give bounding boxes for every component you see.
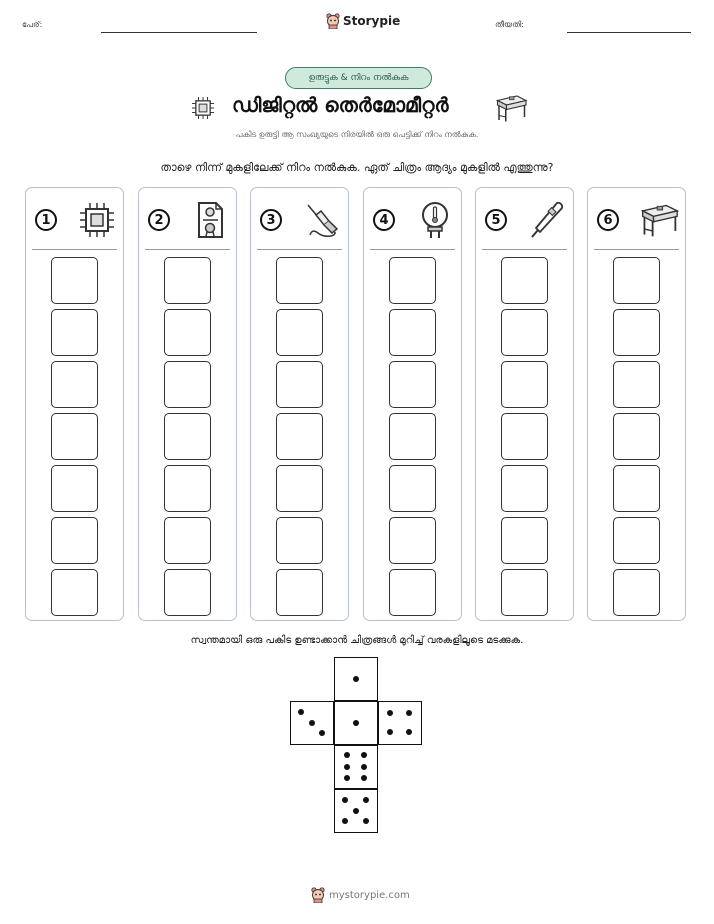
coloring-box[interactable]	[164, 413, 211, 460]
column-number: 1	[35, 209, 57, 231]
coloring-box[interactable]	[613, 257, 660, 304]
coloring-box[interactable]	[613, 517, 660, 564]
coloring-box[interactable]	[613, 465, 660, 512]
coloring-box[interactable]	[51, 257, 98, 304]
die-pip	[387, 710, 393, 716]
brand-name: Storypie	[343, 14, 401, 28]
column-number: 2	[148, 209, 170, 231]
subtitle: പകിട ഉരുട്ടി ആ സംഖ്യയുടെ നിരയിൽ ഒരു പെട്ടിക്ക് നിറം നൽകുക.	[235, 130, 479, 139]
activity-badge: ഉരുട്ടുക & നിറം നൽകുക	[285, 67, 432, 89]
die-instruction: സ്വന്തമായി ഒരു പകിട ഉണ്ടാക്കാൻ ചിത്രങ്ങൾ മുറിച്ച് വരകളിലൂടെ മടക്കുക.	[190, 635, 524, 646]
coloring-box[interactable]	[389, 465, 436, 512]
name-label: പേര്:	[22, 20, 43, 29]
column-number: 6	[597, 209, 619, 231]
coloring-box[interactable]	[501, 309, 548, 356]
die-pip	[353, 676, 359, 682]
storypie-mascot-icon	[326, 13, 340, 29]
coloring-box[interactable]	[164, 465, 211, 512]
die-pip	[298, 709, 304, 715]
footer-url: mystorypie.com	[329, 889, 410, 901]
die-face	[334, 745, 378, 789]
coloring-box[interactable]	[501, 257, 548, 304]
coloring-box[interactable]	[389, 309, 436, 356]
die-pip	[342, 797, 348, 803]
coloring-box[interactable]	[276, 569, 323, 616]
coloring-box[interactable]	[613, 569, 660, 616]
coloring-box[interactable]	[501, 517, 548, 564]
storypie-mascot-icon	[311, 887, 325, 903]
instruction: താഴെ നിന്ന് മുകളിലേക്ക് നിറം നൽകുക. ഏത് ചിത്രം ആദ്യം മുകളിൽ എത്തുന്നു?	[160, 161, 554, 174]
die-pip	[344, 764, 350, 770]
coloring-box[interactable]	[51, 309, 98, 356]
temperature-sensor-icon	[415, 200, 455, 240]
column-4	[363, 187, 462, 621]
workbench-icon	[494, 93, 528, 123]
die-pip	[361, 764, 367, 770]
column-divider	[370, 249, 455, 250]
coloring-box[interactable]	[276, 309, 323, 356]
die-pip	[344, 752, 350, 758]
die-face	[334, 701, 378, 745]
coloring-box[interactable]	[164, 569, 211, 616]
die-pip	[363, 797, 369, 803]
coloring-box[interactable]	[389, 361, 436, 408]
column-divider	[482, 249, 567, 250]
soldering-iron-icon	[302, 200, 342, 240]
coloring-box[interactable]	[613, 413, 660, 460]
die-pip	[353, 808, 359, 814]
die-face	[378, 701, 422, 745]
coloring-box[interactable]	[51, 517, 98, 564]
coloring-box[interactable]	[164, 517, 211, 564]
column-divider	[145, 249, 230, 250]
column-divider	[594, 249, 679, 250]
die-pip	[363, 818, 369, 824]
die-pip	[387, 729, 393, 735]
footer	[311, 887, 410, 903]
die-pip	[406, 710, 412, 716]
column-5	[475, 187, 574, 621]
coloring-box[interactable]	[389, 569, 436, 616]
coloring-box[interactable]	[51, 569, 98, 616]
coloring-box[interactable]	[613, 361, 660, 408]
column-number: 5	[485, 209, 507, 231]
coloring-box[interactable]	[501, 361, 548, 408]
coloring-box[interactable]	[389, 517, 436, 564]
column-divider	[257, 249, 342, 250]
coloring-box[interactable]	[276, 517, 323, 564]
column-1	[25, 187, 124, 621]
coloring-box[interactable]	[389, 257, 436, 304]
die-pip	[406, 729, 412, 735]
die-face	[334, 657, 378, 701]
microchip-icon	[77, 200, 117, 240]
coloring-box[interactable]	[276, 361, 323, 408]
coloring-box[interactable]	[164, 361, 211, 408]
column-divider	[32, 249, 117, 250]
coloring-box[interactable]	[276, 413, 323, 460]
page-title: ഡിജിറ്റൽ തെർമോമീറ്റർ	[232, 93, 449, 117]
digital-thermometer-icon	[527, 200, 567, 240]
name-line[interactable]	[101, 32, 257, 33]
workbench-icon	[639, 200, 679, 240]
coloring-box[interactable]	[276, 257, 323, 304]
brand-logo	[326, 13, 400, 29]
column-3	[250, 187, 349, 621]
column-2	[138, 187, 237, 621]
certificate-icon	[190, 200, 230, 240]
coloring-box[interactable]	[51, 465, 98, 512]
die-pip	[361, 752, 367, 758]
die-pip	[309, 720, 315, 726]
die-pip	[319, 730, 325, 736]
column-number: 3	[260, 209, 282, 231]
coloring-box[interactable]	[501, 413, 548, 460]
coloring-box[interactable]	[51, 413, 98, 460]
column-6	[587, 187, 686, 621]
die-pip	[353, 720, 359, 726]
date-label: തീയതി:	[495, 20, 524, 29]
coloring-box[interactable]	[389, 413, 436, 460]
die-pip	[344, 775, 350, 781]
coloring-box[interactable]	[501, 569, 548, 616]
coloring-box[interactable]	[613, 309, 660, 356]
microchip-icon	[190, 95, 216, 121]
die-face	[334, 789, 378, 833]
die-pip	[361, 775, 367, 781]
die-face	[290, 701, 334, 745]
die-pip	[342, 818, 348, 824]
coloring-box[interactable]	[276, 465, 323, 512]
coloring-box[interactable]	[164, 257, 211, 304]
coloring-box[interactable]	[51, 361, 98, 408]
column-number: 4	[373, 209, 395, 231]
coloring-box[interactable]	[164, 309, 211, 356]
coloring-box[interactable]	[501, 465, 548, 512]
date-line[interactable]	[567, 32, 691, 33]
